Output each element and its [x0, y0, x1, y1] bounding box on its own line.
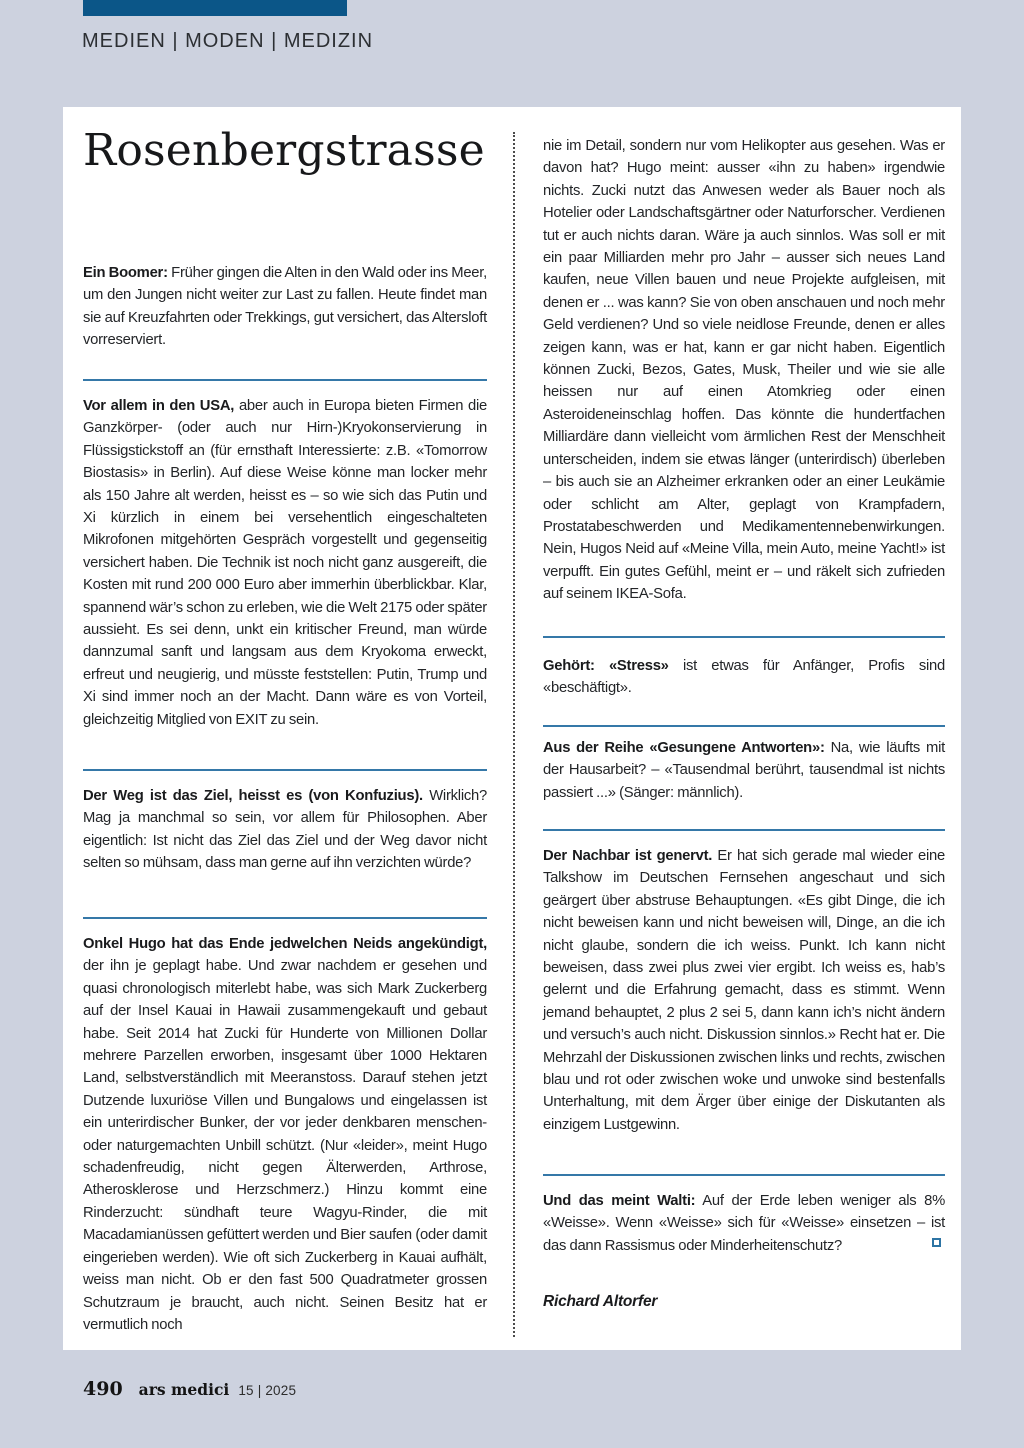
- section-lead: Ein Boomer:: [83, 265, 168, 281]
- journal-name: ars medici: [138, 1380, 230, 1399]
- left-column: [83, 107, 487, 1350]
- section-lead: Der Nachbar ist genervt.: [543, 848, 713, 864]
- section-divider: [83, 917, 487, 919]
- section-divider: [543, 1174, 945, 1176]
- article-section: [83, 395, 487, 731]
- article-title: Rosenbergstrasse: [83, 125, 485, 176]
- section-text: Wirklich? Mag ja manchmal so sein, vor allem für Philosophen. Aber eigentlich: Ist nicht das Ziel das Ziel und der Weg davor nicht selten so mühsam, dass man gerne auf ihn verzichten würde?: [83, 788, 487, 872]
- section-lead: Onkel Hugo hat das Ende jedwelchen Neids angekündigt,: [83, 936, 487, 952]
- section-divider: [83, 769, 487, 771]
- section-lead: Der Weg ist das Ziel, heisst es (von Konfuzius).: [83, 788, 423, 804]
- section-text: Früher gingen die Alten in den Wald oder ins Meer, um den Jungen nicht weiter zur Last zu fallen. Heute findet man sie auf Kreuzfahrten oder Trekkings, gut versichert, das Altersloft vorreserviert.: [83, 265, 488, 349]
- column-divider: [513, 132, 515, 1337]
- section-lead: Vor allem in den USA,: [83, 398, 235, 414]
- section-lead: Aus der Reihe «Gesungene Antworten»:: [543, 740, 825, 756]
- section-text: Er hat sich gerade mal wieder eine Talkshow im Deutschen Fernsehen angeschaut und sich geärgert über abstruse Behauptungen. «Es gibt Dinge, die ich nicht beweisen kann und nicht beweisen will, Dinge, an die ich nicht glaube, sondern die ich weiss. Punkt. Ich kann nicht beweisen, dass zwei plus zwei vier ergibt. Ich weiss es, hab’s gelernt und die Erfahrung gemacht, dass es stimmt. Wenn jemand behauptet, 2 plus 2 sei 5, dann kann ich’s nicht ändern und versuch’s auch nicht. Diskussion sinnlos.» Recht hat er. Die Mehrzahl der Diskussionen zwischen links und rechts, zwischen blau und rot oder zwischen woke und unwoke sind bestenfalls Unterhaltung, mit dem Ärger über einige der Diskutanten als einzigem Lustgewinn.: [543, 848, 945, 1133]
- section-divider: [543, 829, 945, 831]
- section-text: nie im Detail, sondern nur vom Helikopter aus gesehen. Was er davon hat? Hugo meint: ausser «ihn zu haben» irgendwie nichts. Zucki nutzt das Anwesen weder als Bauer noch als Hotelier oder Landschaftsgärtner oder Naturforscher. Verdienen tut er auch nichts daran. Wäre ja auch sinnlos. Was soll er mit ein paar Milliarden mehr pro Jahr – ausser sich neues Land kaufen, neue Villen bauen und neue Projekte aufgleisen, mit denen er ... was kann? Sie von oben anschauen und noch mehr Geld verdienen? Und so viele neidlose Freunde, denen er alles zeigen kann, was er hat, kann er gar nicht haben. Eigentlich können Zucki, Bezos, Gates, Musk, Theiler und wie sie alle heissen nur auf einen Atomkrieg oder einen Asteroideneinschlag hoffen. Das könnte die hundertfachen Milliardäre dann vielleicht vom ärmlichen Rest der Menschheit unterscheiden, indem sie etwas länger (unterirdisch) überleben – bis auch sie an Alzheimer erkranken oder an einer Leukämie oder schlicht am Alter, geplagt von Krampfadern, Prostatabeschwerden und Medikamentennebenwirkungen. Nein, Hugos Neid auf «Meine Villa, mein Auto, meine Yacht!» ist verpufft. Ein gutes Gefühl, meint er – und räkelt sich zufrieden auf seinem IKEA-Sofa.: [543, 138, 945, 603]
- article-section: [543, 845, 945, 1136]
- article-section: [543, 1190, 945, 1257]
- article-section: [543, 737, 945, 804]
- category-color-bar: [83, 0, 347, 16]
- article-sheet: [63, 107, 961, 1350]
- page-footer: [83, 1378, 296, 1400]
- page-number: 490: [83, 1378, 123, 1400]
- section-divider: [83, 379, 487, 381]
- end-of-article-marker-icon: [932, 1238, 941, 1247]
- article-section: [543, 655, 945, 700]
- article-section: [83, 785, 487, 875]
- section-text: ist etwas für Anfänger, Profis sind «beschäftigt».: [543, 658, 945, 697]
- section-divider: [543, 725, 945, 727]
- section-lead: Gehört: «Stress»: [543, 658, 669, 674]
- category-header: MEDIEN | MODEN | MEDIZIN: [82, 30, 374, 52]
- article-section: [83, 262, 487, 352]
- section-text: Auf der Erde leben weniger als 8% «Weisse». Wenn «Weisse» sich für «Weisse» einsetzen – ist das dann Rassismus oder Minderheitenschutz?: [543, 1193, 946, 1254]
- article-section: [543, 135, 945, 606]
- section-divider: [543, 636, 945, 638]
- author-signature: Richard Altorfer: [543, 1293, 658, 1310]
- article-section: [83, 933, 487, 1336]
- section-lead: Und das meint Walti:: [543, 1193, 696, 1209]
- issue-number: 15 | 2025: [238, 1383, 297, 1398]
- section-text: Na, wie läufts mit der Hausarbeit? – «Tausendmal berührt, tausendmal ist nichts passiert ...» (Sänger: männlich).: [543, 740, 945, 801]
- right-column: [543, 107, 945, 1350]
- section-text: aber auch in Europa bieten Firmen die Ganzkörper- (oder auch nur Hirn-)Kryokonservierung in Flüssigstickstoff an (für ernsthaft Interessierte: z.B. «Tomorrow Biostasis» in Berlin). Auf diese Weise könne man locker mehr als 150 Jahre alt werden, heisst es – so wie sich das Putin und Xi kürzlich in einem bei versehentlich eingeschalteten Mikrofonen mitgehörten Gespräch vorgestellt und gegenseitig versichert haben. Die Technik ist noch nicht ganz ausgereift, die Kosten mit rund 200 000 Euro aber immerhin überblickbar. Klar, spannend wär’s schon zu erleben, wie die Welt 2175 oder später aussieht. Es sei denn, unkt ein kritischer Freund, man würde dannzumal sanft und langsam aus dem Kryokoma erweckt, erfreut und neugierig, und müsste feststellen: Putin, Trump und Xi sind immer noch an der Macht. Dann wäre es von Vorteil, gleichzeitig Mitglied von EXIT zu sein.: [83, 398, 487, 728]
- section-text: der ihn je geplagt habe. Und zwar nachdem er gesehen und quasi chronologisch miterlebt habe, was sich Mark Zuckerberg auf der Insel Kauai in Hawaii zusammengekauft und gebaut habe. Seit 2014 hat Zucki für Hunderte von Millionen Dollar mehrere Parzellen erworben, insgesamt über 1000 Hektaren Land, selbstverständlich mit Meeranstoss. Darauf stehen jetzt Dutzende luxuriöse Villen und Bungalows und eingelassen ist ein unterirdischer Bunker, der vor jeder denkbaren menschen- oder naturgemachten Unbill schützt. (Nur «leider», meint Hugo schadenfreudig, nicht gegen Älterwerden, Arthrose, Atherosklerose und Herzschmerz.) Hinzu kommt eine Rinderzucht: sündhaft teure Wagyu-Rinder, die mit Macadamianüssen gefüttert werden und Bier saufen (oder damit eingerieben werden). Wie oft sich Zuckerberg in Kauai aufhält, weiss man nicht. Ob er den fast 500 Quadratmeter grossen Schutzraum je braucht, auch nicht. Seinen Besitz hat er vermutlich noch: [83, 958, 487, 1333]
